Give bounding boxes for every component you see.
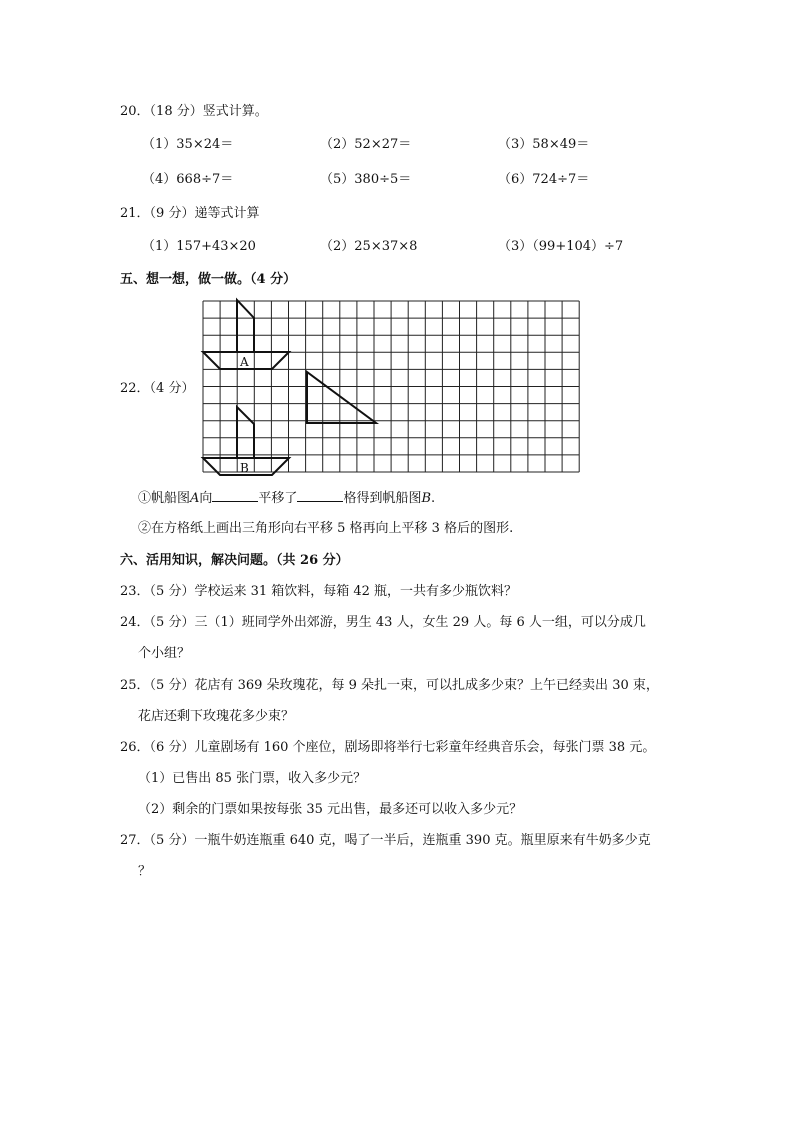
q26-text-line-1: 26．（6 分）儿童剧场有 160 个座位，剧场即将举行七彩童年经典音乐会，每张门票 38 元。 xyxy=(120,740,656,755)
q22-sub-1-part-e: 格得到帆船图 xyxy=(343,491,422,506)
triangle xyxy=(307,372,376,423)
q22-sub-1-part-c: 向 xyxy=(199,491,213,506)
q26-sub-2: （2）剩余的门票如果按每张 35 元出售，最多还可以收入多少元？ xyxy=(138,802,523,817)
boat-a-label: A xyxy=(240,355,249,369)
q21-item-2: （2）25×37×8 xyxy=(320,239,418,254)
q20-item-5: （5）380÷5＝ xyxy=(320,172,412,187)
q24-text-line-1: 24．（5 分）三（1）班同学外出郊游，男生 43 人，女生 29 人。每 6 人一组，可以分成几 xyxy=(120,615,646,630)
q25-text-line-1: 25．（5 分）花店有 369 朵玫瑰花，每 9 朵扎一束，可以扎成多少束？上午已经卖出 30 束， xyxy=(120,678,659,693)
q22-sub-1-part-a: ①帆船图 xyxy=(138,491,191,506)
q23-text: 23．（5 分）学校运来 31 箱饮料，每箱 42 瓶，一共有多少瓶饮料？ xyxy=(120,584,518,599)
q20-item-6: （6）724÷7＝ xyxy=(498,172,590,187)
q22-sub-2: ②在方格纸上画出三角形向右平移 5 格再向上平移 3 格后的图形. xyxy=(138,521,514,536)
section-5-heading: 五、想一想，做一做。（4 分） xyxy=(120,272,297,287)
grid-lines xyxy=(203,301,579,472)
q20-title: 20．（18 分）竖式计算。 xyxy=(120,104,268,119)
q20-item-3: （3）58×49＝ xyxy=(498,137,590,152)
q24-text-line-2: 个小组？ xyxy=(138,646,191,661)
q21-title: 21．（9 分）递等式计算 xyxy=(120,206,260,221)
blank-direction[interactable] xyxy=(212,489,258,502)
q20-item-1: （1）35×24＝ xyxy=(142,137,234,152)
q21-item-1: （1）157+43×20 xyxy=(142,239,256,254)
section-6-heading: 六、活用知识，解决问题。（共 26 分） xyxy=(120,553,349,568)
boat-b-label: B xyxy=(240,461,249,475)
blank-squares[interactable] xyxy=(297,489,343,502)
q22-label: 22．（4 分） xyxy=(120,381,195,396)
q27-text-line-1: 27．（5 分）一瓶牛奶连瓶重 640 克，喝了一半后，连瓶重 390 克。瓶里原来有牛奶多少克 xyxy=(120,833,651,848)
q20-item-4: （4）668÷7＝ xyxy=(142,172,234,187)
q25-text-line-2: 花店还剩下玫瑰花多少束？ xyxy=(138,709,295,724)
q21-item-3: （3）（99+104）÷7 xyxy=(498,239,624,254)
q22-sub-1-var-b: B xyxy=(421,491,432,506)
q20-item-2: （2）52×27＝ xyxy=(320,137,412,152)
q22-sub-1-part-d: 平移了 xyxy=(258,491,298,506)
q26-sub-1: （1）已售出 85 张门票，收入多少元？ xyxy=(138,771,367,786)
q27-text-line-2: ？ xyxy=(138,864,152,879)
q22-sub-1-part-g: . xyxy=(431,491,436,506)
grid-figure xyxy=(0,0,794,500)
q22-sub-1-var-a: A xyxy=(190,491,200,506)
q22-sub-1 xyxy=(138,489,435,508)
